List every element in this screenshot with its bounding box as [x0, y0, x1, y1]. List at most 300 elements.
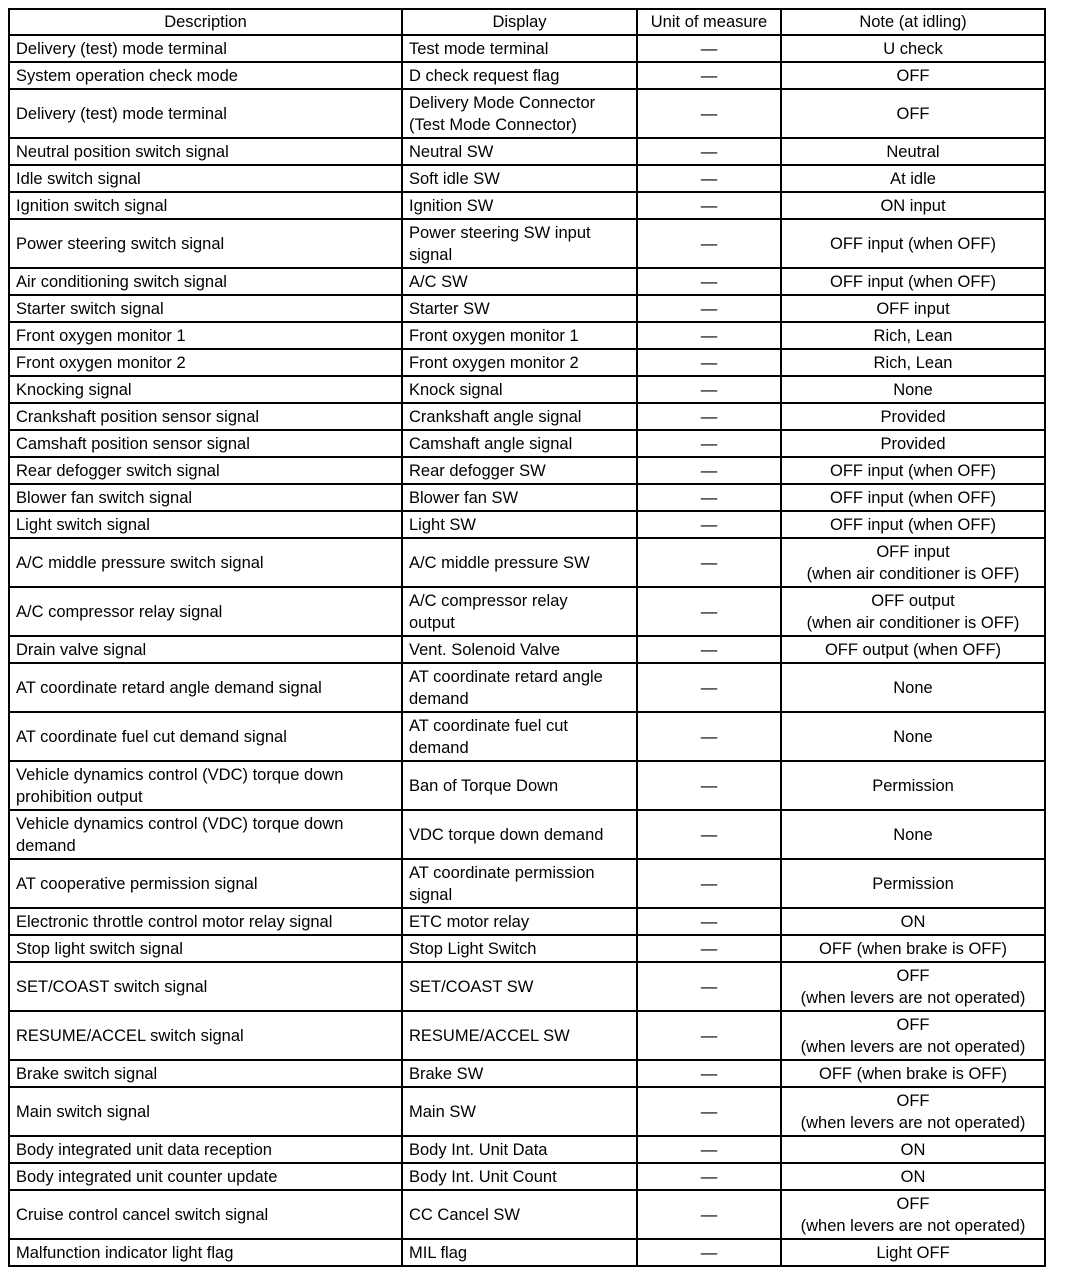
cell-display [402, 859, 637, 908]
cell-display-text: Ignition SW [409, 196, 494, 215]
table-row [9, 636, 1045, 663]
cell-unit-text: — [700, 234, 718, 253]
cell-unit [637, 587, 781, 636]
cell-unit [637, 538, 781, 587]
cell-note-text: OFF (when levers are not operated) [800, 1015, 1026, 1056]
table-row [9, 1087, 1045, 1136]
cell-description [9, 1136, 402, 1163]
cell-unit-text: — [700, 825, 718, 844]
cell-note [781, 636, 1045, 663]
cell-note [781, 192, 1045, 219]
cell-display [402, 935, 637, 962]
cell-description [9, 761, 402, 810]
cell-unit-text: — [700, 1167, 718, 1186]
cell-note-text: None [893, 380, 933, 399]
table-row [9, 268, 1045, 295]
cell-display-text: ETC motor relay [409, 912, 530, 931]
cell-unit-text: — [700, 1140, 718, 1159]
cell-note-text: OFF output (when air conditioner is OFF) [806, 591, 1020, 632]
cell-description [9, 712, 402, 761]
cell-note [781, 268, 1045, 295]
cell-display [402, 810, 637, 859]
cell-description-text: Delivery (test) mode terminal [16, 39, 227, 58]
cell-display [402, 587, 637, 636]
table-row [9, 322, 1045, 349]
table-row [9, 663, 1045, 712]
table-header [9, 9, 1045, 35]
cell-display [402, 538, 637, 587]
cell-note [781, 322, 1045, 349]
cell-description [9, 349, 402, 376]
cell-display-text: MIL flag [409, 1243, 468, 1262]
cell-unit-text: — [700, 104, 718, 123]
cell-unit-text: — [700, 776, 718, 795]
cell-note [781, 962, 1045, 1011]
cell-note [781, 1087, 1045, 1136]
cell-description-text: Light switch signal [16, 515, 150, 534]
cell-note-text: Provided [880, 434, 946, 453]
cell-note-text: ON input [880, 196, 946, 215]
cell-note-text: U check [883, 39, 943, 58]
cell-unit-text: — [700, 353, 718, 372]
cell-display [402, 511, 637, 538]
cell-description-text: Body integrated unit counter update [16, 1167, 278, 1186]
header-row [9, 9, 1045, 35]
cell-description [9, 1190, 402, 1239]
cell-note [781, 484, 1045, 511]
cell-description-text: Drain valve signal [16, 640, 147, 659]
cell-description-text: A/C middle pressure switch signal [16, 553, 264, 572]
cell-note [781, 35, 1045, 62]
cell-display [402, 192, 637, 219]
cell-unit [637, 457, 781, 484]
cell-unit [637, 138, 781, 165]
cell-unit [637, 322, 781, 349]
cell-description-text: Front oxygen monitor 1 [16, 326, 186, 345]
cell-display [402, 1136, 637, 1163]
cell-display-text: AT coordinate fuel cut demand [409, 716, 568, 757]
cell-note [781, 376, 1045, 403]
cell-note [781, 1060, 1045, 1087]
cell-display [402, 138, 637, 165]
cell-unit [637, 89, 781, 138]
cell-unit-text: — [700, 299, 718, 318]
cell-unit [637, 268, 781, 295]
cell-note-text: OFF (when levers are not operated) [800, 966, 1026, 1007]
cell-note-text: Light OFF [876, 1243, 950, 1262]
cell-unit [637, 908, 781, 935]
cell-note [781, 511, 1045, 538]
cell-description-text: Blower fan switch signal [16, 488, 193, 507]
cell-unit [637, 1239, 781, 1266]
cell-display-text: A/C compressor relay output [409, 591, 568, 632]
cell-unit-text: — [700, 640, 718, 659]
cell-display [402, 1060, 637, 1087]
cell-unit [637, 1011, 781, 1060]
cell-description [9, 35, 402, 62]
cell-note [781, 1239, 1045, 1266]
cell-note-text: OFF input (when OFF) [830, 515, 996, 534]
cell-note-text: OFF input (when OFF) [830, 461, 996, 480]
cell-display-text: Body Int. Unit Data [409, 1140, 548, 1159]
cell-unit [637, 962, 781, 1011]
cell-unit-text: — [700, 272, 718, 291]
cell-unit-text: — [700, 939, 718, 958]
table-row [9, 1060, 1045, 1087]
table-row [9, 538, 1045, 587]
cell-description-text: Neutral position switch signal [16, 142, 229, 161]
cell-description [9, 538, 402, 587]
table-row [9, 1136, 1045, 1163]
cell-description-text: Main switch signal [16, 1102, 150, 1121]
cell-note-text: OFF input (when OFF) [830, 234, 996, 253]
cell-unit [637, 1136, 781, 1163]
cell-description-text: Delivery (test) mode terminal [16, 104, 227, 123]
cell-description [9, 1239, 402, 1266]
cell-description-text: Malfunction indicator light flag [16, 1243, 234, 1262]
table-row [9, 587, 1045, 636]
cell-unit-text: — [700, 912, 718, 931]
cell-unit [637, 484, 781, 511]
cell-note [781, 165, 1045, 192]
cell-note-text: OFF (when levers are not operated) [800, 1091, 1026, 1132]
table-row [9, 484, 1045, 511]
cell-description-text: Rear defogger switch signal [16, 461, 220, 480]
cell-description-text: System operation check mode [16, 66, 238, 85]
cell-description [9, 430, 402, 457]
cell-description-text: Vehicle dynamics control (VDC) torque down demand [16, 814, 344, 855]
cell-unit-text: — [700, 434, 718, 453]
cell-note-text: None [893, 825, 933, 844]
cell-unit [637, 859, 781, 908]
cell-description [9, 219, 402, 268]
cell-note-text: ON [900, 912, 926, 931]
cell-description-text: A/C compressor relay signal [16, 602, 223, 621]
cell-note-text: OFF input (when OFF) [830, 272, 996, 291]
table-row [9, 712, 1045, 761]
cell-description [9, 935, 402, 962]
cell-unit-text: — [700, 727, 718, 746]
cell-unit-text: — [700, 407, 718, 426]
cell-description [9, 810, 402, 859]
cell-note [781, 587, 1045, 636]
table-row [9, 908, 1045, 935]
table-row [9, 962, 1045, 1011]
table-row [9, 761, 1045, 810]
cell-note [781, 1163, 1045, 1190]
cell-note [781, 349, 1045, 376]
cell-display-text: Starter SW [409, 299, 490, 318]
data-table [8, 8, 1046, 1267]
cell-description [9, 1163, 402, 1190]
cell-note-text: Permission [872, 874, 954, 893]
cell-description-text: Brake switch signal [16, 1064, 158, 1083]
cell-unit-text: — [700, 1102, 718, 1121]
cell-note-text: ON [900, 1140, 926, 1159]
cell-description [9, 859, 402, 908]
cell-display [402, 484, 637, 511]
cell-display-text: A/C SW [409, 272, 468, 291]
cell-display-text: Main SW [409, 1102, 476, 1121]
cell-display [402, 908, 637, 935]
cell-description [9, 268, 402, 295]
cell-description [9, 457, 402, 484]
cell-display [402, 712, 637, 761]
cell-display [402, 1163, 637, 1190]
cell-unit-text: — [700, 461, 718, 480]
cell-unit [637, 511, 781, 538]
cell-display-text: AT coordinate permission signal [409, 863, 595, 904]
cell-note [781, 935, 1045, 962]
cell-description-text: Idle switch signal [16, 169, 141, 188]
cell-unit-text: — [700, 169, 718, 188]
cell-description-text: AT cooperative permission signal [16, 874, 258, 893]
cell-unit [637, 1190, 781, 1239]
cell-display [402, 89, 637, 138]
cell-unit-text: — [700, 39, 718, 58]
cell-display [402, 962, 637, 1011]
cell-note [781, 663, 1045, 712]
cell-display-text: CC Cancel SW [409, 1205, 520, 1224]
cell-description [9, 62, 402, 89]
cell-note-text: OFF (when levers are not operated) [800, 1194, 1026, 1235]
table-row [9, 511, 1045, 538]
cell-display [402, 403, 637, 430]
cell-display [402, 457, 637, 484]
cell-note [781, 1136, 1045, 1163]
cell-unit-text: — [700, 326, 718, 345]
cell-display-text: Delivery Mode Connector (Test Mode Connector) [409, 93, 596, 134]
cell-description-text: Ignition switch signal [16, 196, 168, 215]
cell-unit-text: — [700, 977, 718, 996]
cell-note-text: Rich, Lean [873, 353, 953, 372]
header-note: Note (at idling) [781, 9, 1045, 35]
cell-display [402, 35, 637, 62]
cell-description-text: AT coordinate fuel cut demand signal [16, 727, 287, 746]
cell-description [9, 1087, 402, 1136]
cell-display [402, 663, 637, 712]
cell-description-text: Power steering switch signal [16, 234, 225, 253]
cell-note-text: OFF input [876, 299, 950, 318]
cell-description-text: Crankshaft position sensor signal [16, 407, 260, 426]
table-row [9, 376, 1045, 403]
cell-note-text: OFF output (when OFF) [824, 640, 1002, 659]
cell-display [402, 1239, 637, 1266]
cell-description-text: Knocking signal [16, 380, 132, 399]
cell-note [781, 219, 1045, 268]
cell-note [781, 810, 1045, 859]
cell-unit-text: — [700, 488, 718, 507]
header-description: Description [9, 9, 402, 35]
cell-description-text: SET/COAST switch signal [16, 977, 208, 996]
cell-description [9, 908, 402, 935]
cell-description-text: Vehicle dynamics control (VDC) torque down prohibition output [16, 765, 344, 806]
cell-description [9, 962, 402, 1011]
cell-display-text: Brake SW [409, 1064, 484, 1083]
cell-display [402, 322, 637, 349]
cell-unit-text: — [700, 1064, 718, 1083]
cell-display-text: Front oxygen monitor 1 [409, 326, 579, 345]
cell-display-text: AT coordinate retard angle demand [409, 667, 603, 708]
cell-display [402, 636, 637, 663]
cell-description [9, 1060, 402, 1087]
table-row [9, 295, 1045, 322]
cell-display-text: Knock signal [409, 380, 503, 399]
cell-display [402, 761, 637, 810]
cell-note-text: Rich, Lean [873, 326, 953, 345]
cell-note-text: None [893, 678, 933, 697]
cell-note-text: Permission [872, 776, 954, 795]
table-row [9, 1190, 1045, 1239]
table-row [9, 810, 1045, 859]
cell-unit [637, 165, 781, 192]
cell-display [402, 165, 637, 192]
cell-display-text: D check request flag [409, 66, 560, 85]
cell-description [9, 89, 402, 138]
cell-display-text: Front oxygen monitor 2 [409, 353, 579, 372]
cell-note-text: OFF input (when OFF) [830, 488, 996, 507]
cell-display [402, 62, 637, 89]
table-row [9, 457, 1045, 484]
cell-unit [637, 636, 781, 663]
cell-display-text: VDC torque down demand [409, 825, 604, 844]
cell-note-text: At idle [890, 169, 936, 188]
cell-unit-text: — [700, 196, 718, 215]
cell-note [781, 295, 1045, 322]
cell-unit [637, 192, 781, 219]
cell-display-text: Neutral SW [409, 142, 494, 161]
table-row [9, 430, 1045, 457]
cell-display-text: RESUME/ACCEL SW [409, 1026, 570, 1045]
cell-unit-text: — [700, 380, 718, 399]
table-row [9, 62, 1045, 89]
cell-description [9, 636, 402, 663]
cell-unit [637, 403, 781, 430]
cell-unit [637, 219, 781, 268]
cell-display-text: Soft idle SW [409, 169, 500, 188]
cell-unit [637, 349, 781, 376]
cell-description [9, 295, 402, 322]
cell-display [402, 430, 637, 457]
table-row [9, 35, 1045, 62]
table-row [9, 935, 1045, 962]
cell-note [781, 403, 1045, 430]
cell-note [781, 1190, 1045, 1239]
cell-unit [637, 295, 781, 322]
table-row [9, 219, 1045, 268]
cell-note [781, 908, 1045, 935]
cell-unit [637, 1163, 781, 1190]
table-row [9, 859, 1045, 908]
cell-note-text: OFF [896, 66, 930, 85]
table-row [9, 138, 1045, 165]
cell-display-text: Camshaft angle signal [409, 434, 573, 453]
cell-note-text: OFF (when brake is OFF) [819, 1064, 1007, 1083]
cell-note-text: Neutral [886, 142, 940, 161]
cell-unit [637, 430, 781, 457]
cell-description [9, 192, 402, 219]
cell-description [9, 403, 402, 430]
cell-unit [637, 35, 781, 62]
header-unit: Unit of measure [637, 9, 781, 35]
cell-description [9, 484, 402, 511]
cell-description [9, 1011, 402, 1060]
cell-unit-text: — [700, 553, 718, 572]
cell-display-text: Light SW [409, 515, 476, 534]
cell-unit-text: — [700, 678, 718, 697]
cell-note [781, 859, 1045, 908]
cell-note-text: None [893, 727, 933, 746]
cell-note-text: ON [900, 1167, 926, 1186]
table-row [9, 403, 1045, 430]
cell-description [9, 511, 402, 538]
cell-description [9, 663, 402, 712]
cell-display [402, 376, 637, 403]
cell-description-text: Starter switch signal [16, 299, 164, 318]
cell-description [9, 587, 402, 636]
table-body [9, 35, 1045, 1266]
cell-description [9, 138, 402, 165]
cell-display-text: Crankshaft angle signal [409, 407, 582, 426]
table-row [9, 1163, 1045, 1190]
table-row [9, 1239, 1045, 1266]
cell-unit [637, 663, 781, 712]
cell-note [781, 761, 1045, 810]
cell-note [781, 138, 1045, 165]
cell-note [781, 89, 1045, 138]
cell-note [781, 430, 1045, 457]
cell-note [781, 62, 1045, 89]
cell-display-text: SET/COAST SW [409, 977, 534, 996]
cell-note [781, 457, 1045, 484]
cell-display [402, 219, 637, 268]
cell-display [402, 1011, 637, 1060]
cell-description-text: Stop light switch signal [16, 939, 183, 958]
cell-description [9, 376, 402, 403]
cell-unit-text: — [700, 515, 718, 534]
cell-display-text: Vent. Solenoid Valve [409, 640, 561, 659]
cell-unit [637, 810, 781, 859]
cell-unit-text: — [700, 874, 718, 893]
cell-description-text: Camshaft position sensor signal [16, 434, 250, 453]
cell-unit [637, 712, 781, 761]
cell-description-text: AT coordinate retard angle demand signal [16, 678, 322, 697]
table-row [9, 1011, 1045, 1060]
table-row [9, 89, 1045, 138]
cell-display-text: Ban of Torque Down [409, 776, 559, 795]
cell-description-text: RESUME/ACCEL switch signal [16, 1026, 244, 1045]
cell-note-text: OFF [896, 104, 930, 123]
cell-description-text: Electronic throttle control motor relay signal [16, 912, 333, 931]
table-row [9, 192, 1045, 219]
cell-display [402, 1190, 637, 1239]
cell-unit-text: — [700, 1026, 718, 1045]
cell-unit-text: — [700, 602, 718, 621]
cell-note [781, 1011, 1045, 1060]
cell-description [9, 322, 402, 349]
cell-unit [637, 761, 781, 810]
cell-note-text: OFF (when brake is OFF) [819, 939, 1007, 958]
cell-display [402, 295, 637, 322]
cell-unit-text: — [700, 142, 718, 161]
cell-unit-text: — [700, 66, 718, 85]
cell-unit [637, 1087, 781, 1136]
cell-note [781, 538, 1045, 587]
cell-unit-text: — [700, 1243, 718, 1262]
table-row [9, 349, 1045, 376]
cell-unit [637, 935, 781, 962]
cell-display-text: Test mode terminal [409, 39, 549, 58]
